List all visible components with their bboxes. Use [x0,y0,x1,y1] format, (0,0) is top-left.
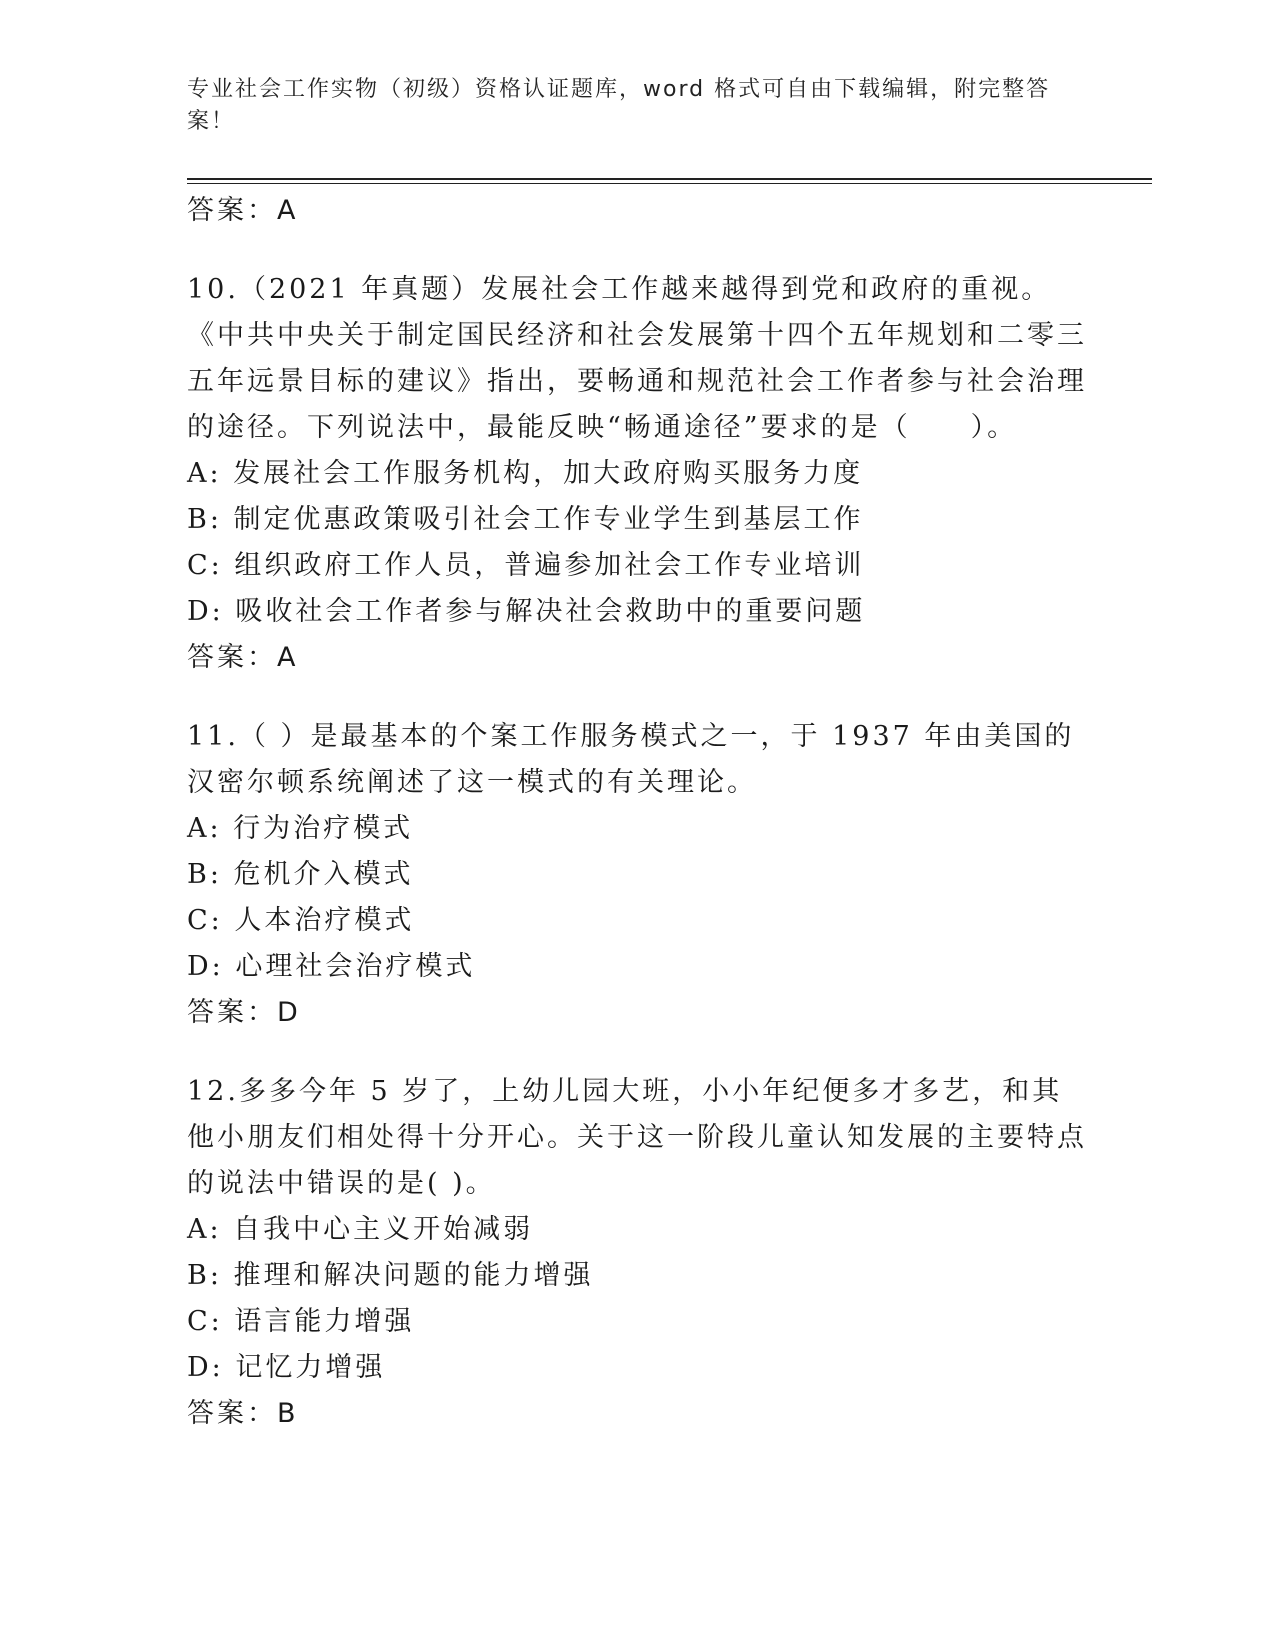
option-c: C: 语言能力增强 [187,1306,415,1337]
question-block [187,1069,1087,1437]
option-c: C: 人本治疗模式 [187,905,415,936]
option-b: B: 推理和解决问题的能力增强 [187,1260,594,1291]
page-header: 专业社会工作实物（初级）资格认证题库，word 格式可自由下载编辑，附完整答案！ [187,77,1051,134]
question-text: 11.（ ）是最基本的个案工作服务模式之一，于 1937 年由美国的汉密尔顿系统阐述了这一模式的有关理论。 [187,721,1075,798]
question-block [187,714,1087,1036]
option-c: C: 组织政府工作人员，普遍参加社会工作专业培训 [187,550,865,581]
option-b: B: 制定优惠政策吸引社会工作专业学生到基层工作 [187,504,864,535]
option-d: D: 吸收社会工作者参与解决社会救助中的重要问题 [187,596,866,627]
answer-line: 答案：B [187,1398,299,1429]
answer-line: 答案：A [187,642,299,673]
header-rule-thin [187,183,1152,184]
question-text: 10.（2021 年真题）发展社会工作越来越得到党和政府的重视。《中共中央关于制定国民经济和社会发展第十四个五年规划和二零三五年远景目标的建议》指出，要畅通和规范社会工作者参与社会治理的途径。下列说法中，最能反映“畅通途径”要求的是（ ）。 [187,274,1087,443]
option-b: B: 危机介入模式 [187,859,414,890]
answer-line: 答案：D [187,997,301,1028]
question-block [187,267,1087,681]
question-text: 12.多多今年 5 岁了，上幼儿园大班，小小年纪便多才多艺，和其他小朋友们相处得十分开心。关于这一阶段儿童认知发展的主要特点的说法中错误的是( )。 [187,1076,1087,1199]
answer-line: 答案：A [187,195,299,226]
option-a: A: 发展社会工作服务机构，加大政府购买服务力度 [187,458,864,489]
question-content [187,188,1087,1437]
header-rule-thick [187,178,1152,180]
option-a: A: 自我中心主义开始减弱 [187,1214,534,1245]
option-a: A: 行为治疗模式 [187,813,414,844]
option-d: D: 记忆力增强 [187,1352,386,1383]
option-d: D: 心理社会治疗模式 [187,951,476,982]
